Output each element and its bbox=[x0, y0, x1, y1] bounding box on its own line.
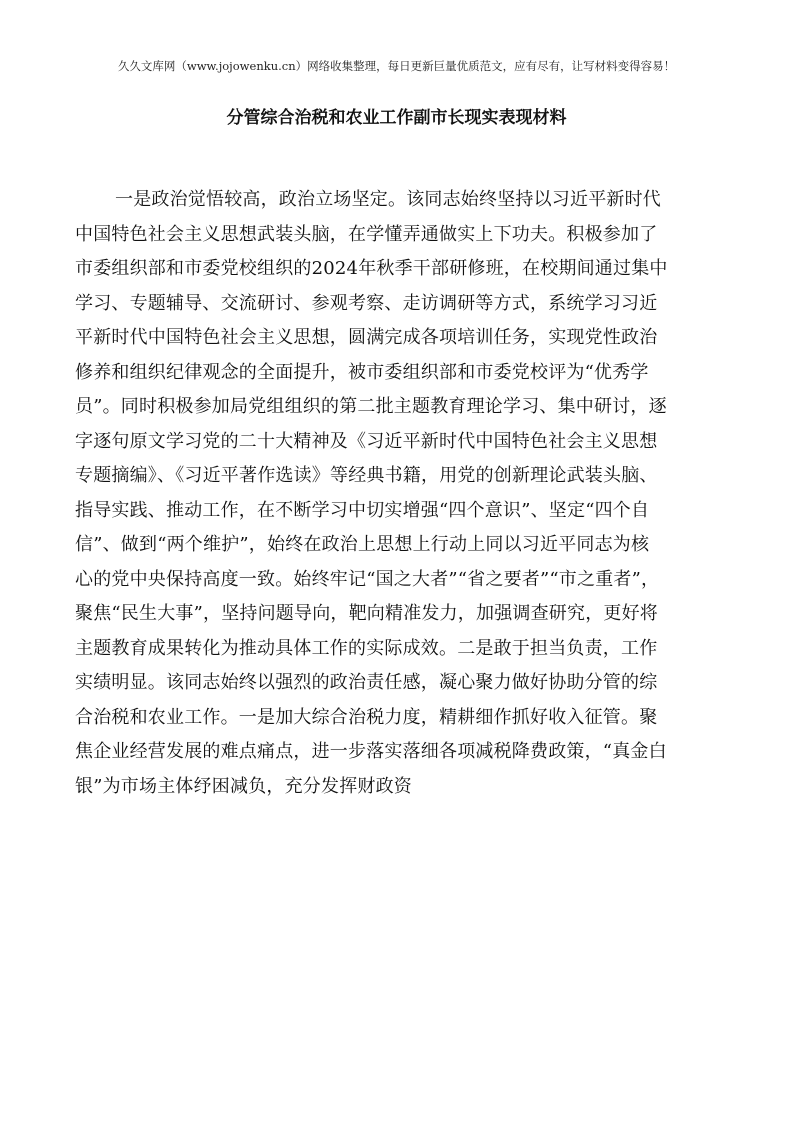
body-line: 焦企业经营发展的难点痛点，进一步落实落细各项减税降费政策，“真金白 bbox=[75, 741, 667, 762]
body-line: 修养和组织纪律观念的全面提升，被市委组织部和市委党校评为“优秀学 bbox=[75, 361, 649, 383]
body-line: 信”、做到“两个维护”，始终在政治上思想上行动上同以习近平同志为核 bbox=[75, 534, 650, 555]
body-line: 合治税和农业工作。一是加大综合治税力度，精耕细作抓好收入征管。聚 bbox=[75, 706, 658, 728]
body-line: 市委组织部和市委党校组织的2024年秋季干部研修班，在校期间通过集中 bbox=[75, 258, 668, 279]
body-line: 一是政治觉悟较高，政治立场坚定。该同志始终坚持以习近平新时代 bbox=[115, 189, 661, 210]
document-title: 分管综合治税和农业工作副市长现实表现材料 bbox=[226, 108, 567, 128]
body-line: 指导实践、推动工作，在不断学习中切实增强“四个意识”、坚定“四个自 bbox=[75, 499, 650, 521]
body-line: 中国特色社会主义思想武装头脑，在学懂弄通做实上下功夫。积极参加了 bbox=[75, 223, 658, 245]
body-line: 员”。同时积极参加局党组组织的第二批主题教育理论学习、集中研讨，逐 bbox=[75, 396, 667, 417]
page-header: 久久文库网（www.jojowenku.cn）网络收集整理，每日更新巨量优质范文，应有尽有，让写材料变得容易！ bbox=[117, 59, 676, 73]
body-line: 聚焦“民生大事”，坚持问题导向，靶向精准发力，加强调查研究，更好将 bbox=[75, 603, 659, 624]
body-line: 字逐句原文学习党的二十大精神及《习近平新时代中国特色社会主义思想 bbox=[75, 430, 658, 452]
body-line: 银”为市场主体纾困减负，充分发挥财政资 bbox=[75, 775, 413, 797]
body-line: 专题摘编》、《习近平著作选读》等经典书籍，用党的创新理论武装头脑、 bbox=[75, 465, 658, 486]
body-line: 平新时代中国特色社会主义思想，圆满完成各项培训任务，实现党性政治 bbox=[75, 327, 658, 348]
body-line: 实绩明显。该同志始终以强烈的政治责任感，凝心聚力做好协助分管的综 bbox=[75, 672, 658, 693]
body-line: 学习、专题辅导、交流研讨、参观考察、走访调研等方式，系统学习习近 bbox=[75, 292, 658, 314]
body-line: 心的党中央保持高度一致。始终牢记“国之大者”“省之要者”“市之重者”， bbox=[75, 568, 660, 590]
document-body bbox=[75, 183, 720, 804]
body-line: 主题教育成果转化为推动具体工作的实际成效。二是敢于担当负责，工作 bbox=[75, 637, 658, 659]
